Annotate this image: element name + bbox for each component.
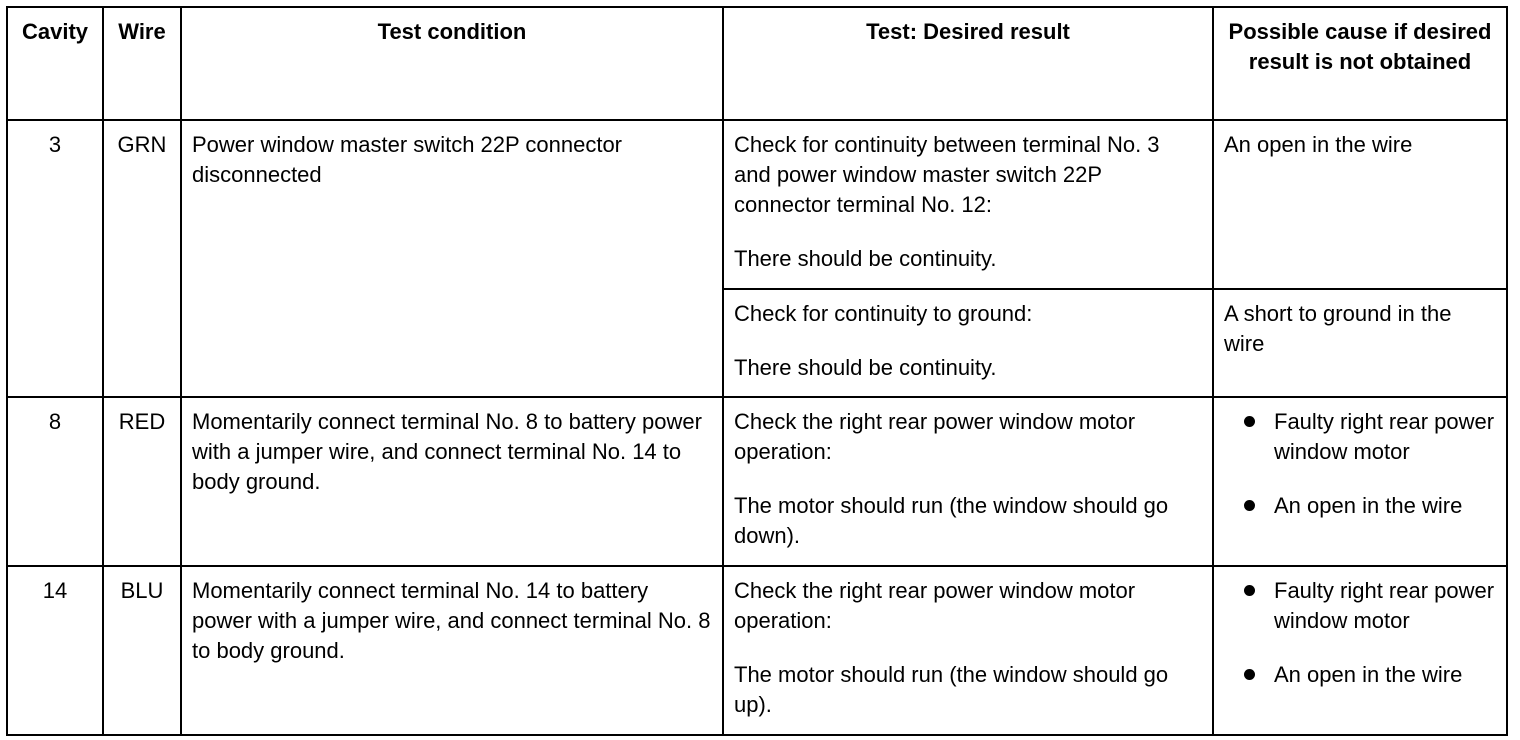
cause-cell: An open in the wire bbox=[1213, 120, 1507, 289]
cause-item: Faulty right rear power window motor bbox=[1224, 407, 1496, 467]
result-text: The motor should run (the window should go up). bbox=[734, 662, 1169, 717]
check-text: Check the right rear power window motor operation: bbox=[734, 578, 1136, 633]
wire-cell: BLU bbox=[103, 566, 181, 735]
desired-result-cell bbox=[723, 397, 1213, 566]
desired-result-cell bbox=[723, 120, 1213, 289]
check-text: Check for continuity between terminal No. 3 and power window master switch 22P connector terminal No. 12: bbox=[734, 132, 1160, 217]
cause-item: An open in the wire bbox=[1224, 660, 1496, 690]
header-test-condition: Test condition bbox=[181, 7, 723, 120]
table-row bbox=[7, 566, 1507, 735]
desired-result-cell bbox=[723, 566, 1213, 735]
wire-cell: RED bbox=[103, 397, 181, 566]
cavity-cell: 14 bbox=[7, 566, 103, 735]
check-text: Check the right rear power window motor operation: bbox=[734, 409, 1136, 464]
cause-list bbox=[1224, 576, 1496, 690]
cavity-cell: 8 bbox=[7, 397, 103, 566]
table-row bbox=[7, 397, 1507, 566]
check-text: Check for continuity to ground: bbox=[734, 301, 1033, 326]
cavity-cell: 3 bbox=[7, 120, 103, 397]
cause-cell bbox=[1213, 397, 1507, 566]
header-row bbox=[7, 7, 1507, 120]
header-desired-result: Test: Desired result bbox=[723, 7, 1213, 120]
condition-cell: Power window master switch 22P connector disconnected bbox=[181, 120, 723, 397]
header-cavity: Cavity bbox=[7, 7, 103, 120]
condition-cell: Momentarily connect terminal No. 14 to battery power with a jumper wire, and connect terminal No. 8 to body ground. bbox=[181, 566, 723, 735]
cause-cell: A short to ground in the wire bbox=[1213, 289, 1507, 397]
result-text: There should be continuity. bbox=[734, 246, 997, 271]
condition-cell: Momentarily connect terminal No. 8 to battery power with a jumper wire, and connect terminal No. 14 to body ground. bbox=[181, 397, 723, 566]
result-text: The motor should run (the window should go down). bbox=[734, 493, 1169, 548]
cause-item: Faulty right rear power window motor bbox=[1224, 576, 1496, 636]
troubleshooting-table bbox=[6, 6, 1508, 736]
wire-cell: GRN bbox=[103, 120, 181, 397]
table-row bbox=[7, 120, 1507, 289]
desired-result-cell bbox=[723, 289, 1213, 397]
header-wire: Wire bbox=[103, 7, 181, 120]
result-text: There should be continuity. bbox=[734, 355, 997, 380]
cause-cell bbox=[1213, 566, 1507, 735]
header-possible-cause: Possible cause if desired result is not obtained bbox=[1213, 7, 1507, 120]
cause-item: An open in the wire bbox=[1224, 491, 1496, 521]
cause-list bbox=[1224, 407, 1496, 521]
